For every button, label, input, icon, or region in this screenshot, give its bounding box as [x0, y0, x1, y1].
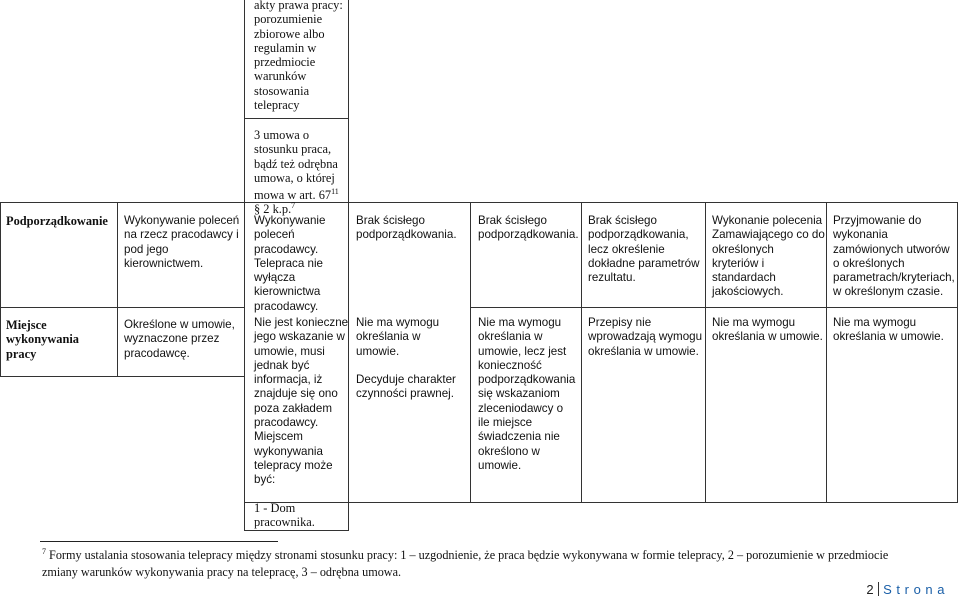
row1-civil-contract-cell: Brak ścisłego podporządkowania. — [356, 214, 457, 242]
row2-civil-contract-cell: Nie ma wymogu określania w umowie. Decyduje charakter czynności prawnej. — [356, 316, 456, 401]
table-rule-row-divider — [0, 307, 244, 308]
row2-order-cell: Nie ma wymogu określania w umowie. — [712, 316, 823, 344]
row2-telework-cell: Nie jest konieczne jego wskazanie w umowie, musi jednak być informacja, iż znajduje się ono poza zakładem pracodawcy. Miejscem wykonywania telepracy może być: — [254, 316, 349, 487]
row1-order-cell: Wykonanie polecenia Zamawiającego co do określonych kryteriów i standardach jakościowych. — [712, 214, 825, 299]
table-border-col3 — [244, 0, 245, 530]
footnote-number: 7 — [42, 547, 46, 556]
table-rule-row-bottom-left — [0, 376, 244, 377]
footnote — [42, 544, 942, 580]
page-divider — [878, 582, 879, 596]
row2-work-contract-cell: Przepisy nie wprowadzają wymogu określania w umowie. — [588, 316, 703, 358]
contract-basis-main: 3 umowa o stosunku praca, bądź też odrębna umowa, o której mowa w art. 67 — [254, 128, 338, 203]
row1-employment-cell: Wykonywanie poleceń na rzecz pracodawcy i pod jego kierownictwem. — [124, 214, 240, 270]
footnote-separator — [40, 541, 278, 542]
table-border-left — [0, 202, 1, 376]
row1-telework-cell: Wykonywanie poleceń pracodawcy. Telepraca nie wyłącza kierownictwa pracodawcy. — [254, 214, 326, 313]
table-border-col5 — [470, 202, 471, 502]
legal-basis-cell: akty prawa pracy: porozumienie zbiorowe albo regulamin w przedmiocie warunków stosowania telepracy — [254, 0, 343, 113]
row1-work-contract-cell: Brak ścisłego podporządkowania, lecz określenie dokładne parametrów rezultatu. — [588, 214, 700, 285]
row-header-workplace: Miejsce wykonywania pracy — [6, 318, 79, 361]
contract-basis-ref-main: § 2 k.p. — [254, 202, 292, 217]
footnote-text: Formy ustalania stosowania telepracy między stronami stosunku pracy: 1 – uzgodnienie, że praca będzie wykonywana w formie telepracy, 2 – porozumienie w przedmiocie zmiany warunków wykonywania pracy na telepracę, 3 – odrębna umowa. — [42, 548, 889, 579]
row2-employment-cell: Określone w umowie, wyznaczone przez pracodawcę. — [124, 318, 235, 360]
table-rule-top-cell — [244, 118, 349, 119]
page-number — [866, 582, 945, 597]
table-border-col4 — [348, 0, 349, 530]
table-border-col2 — [117, 202, 118, 376]
table-rule-header — [0, 202, 958, 203]
contract-basis-superscript: 11 — [331, 187, 339, 197]
contract-basis-text — [254, 128, 339, 203]
table-border-col8 — [826, 202, 827, 502]
table-border-right — [957, 202, 958, 502]
page-word: S t r o n a — [883, 582, 945, 597]
footnote-ref-superscript: 7 — [291, 201, 296, 210]
table-rule-row-divider-right — [470, 307, 958, 308]
home-of-employee-cell: 1 - Dom pracownika. — [254, 501, 315, 530]
row2-mandate-cell: Nie ma wymogu określania w umowie, lecz jest konieczność podporządkowania się wskazaniom zleceniodawcy o ile miejsce świadczenia nie określono w umowie. — [478, 316, 576, 472]
table-border-col6 — [581, 202, 582, 502]
table-border-col7 — [705, 202, 706, 502]
row2-copyright-cell: Nie ma wymogu określania w umowie. — [833, 316, 944, 344]
row-header-subordination: Podporządkowanie — [6, 214, 108, 228]
row1-mandate-cell: Brak ścisłego podporządkowania. — [478, 214, 579, 242]
table-rule-row-bottom — [244, 502, 958, 503]
page-number-value: 2 — [866, 582, 875, 597]
row1-copyright-cell: Przyjmowanie do wykonania zamówionych utworów o określonych parametrach/kryteriach, w określonym czasie. — [833, 214, 955, 299]
table-rule-bottom-cell — [244, 530, 349, 531]
